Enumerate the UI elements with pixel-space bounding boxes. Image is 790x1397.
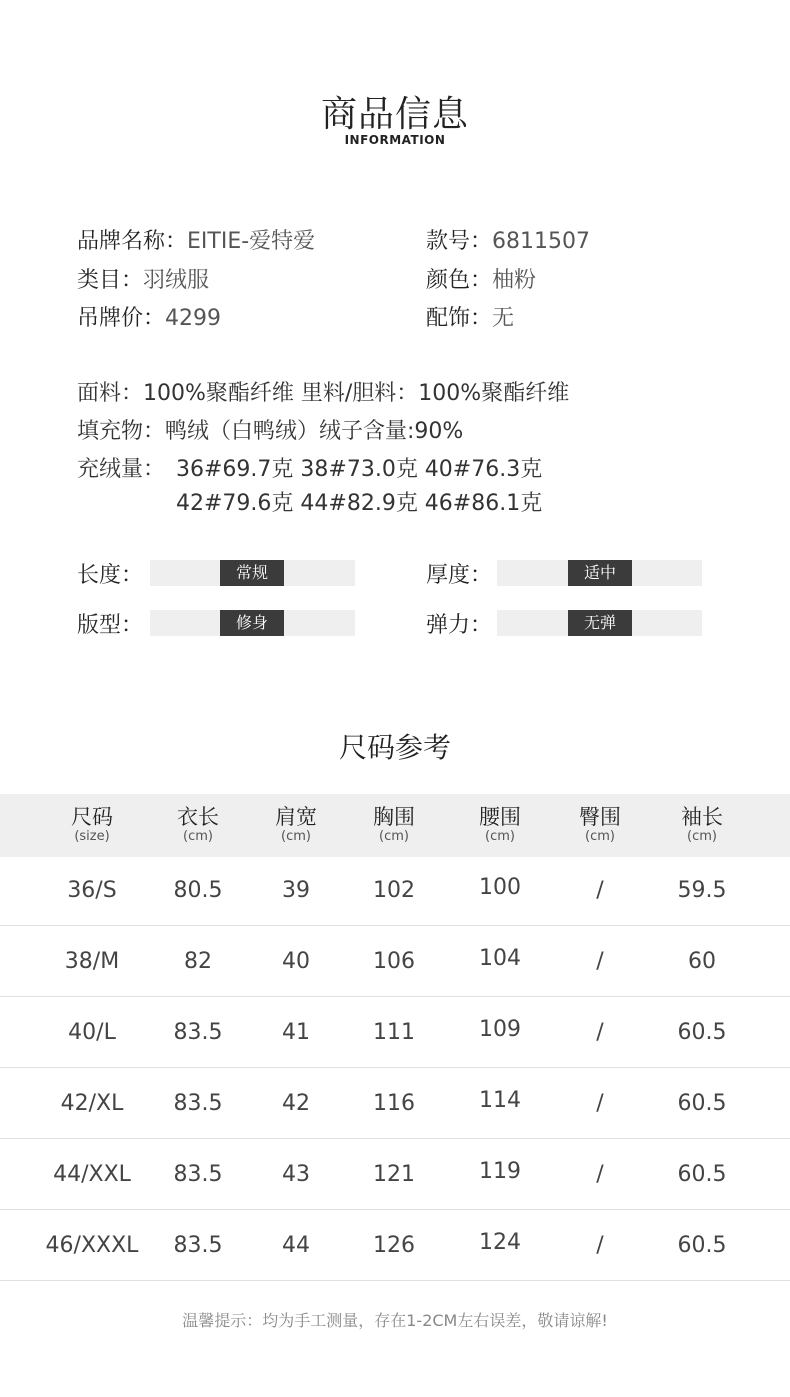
shoulder-cell: 43 (282, 1162, 310, 1187)
size-cell: 44/XXL (53, 1162, 131, 1187)
length-pill: 常规 (220, 560, 284, 586)
page-title: 商品信息 (320, 94, 469, 135)
thickness-pill: 适中 (568, 560, 632, 586)
header-label: 臀围 (579, 805, 621, 829)
header-label: 肩宽 (275, 805, 317, 829)
sleeve-cell: 60 (688, 949, 716, 974)
table-row (0, 1209, 790, 1281)
hip-cell: / (596, 1162, 604, 1187)
chest-cell: 102 (373, 878, 415, 903)
sleeve-cell: 60.5 (677, 1233, 727, 1258)
sleeve-cell: 60.5 (677, 1020, 727, 1045)
header-cell-chest (373, 804, 415, 844)
brand-value: EITIE-爱特爱 (187, 229, 316, 254)
waist-cell: 114 (479, 1088, 521, 1113)
table-row (0, 996, 790, 1068)
chest-cell: 121 (373, 1162, 415, 1187)
header-cell-waist (479, 804, 521, 844)
header-unit: (cm) (687, 829, 717, 844)
size-cell: 38/M (64, 949, 120, 974)
length-cell: 80.5 (173, 878, 223, 903)
accessory-value: 无 (492, 306, 515, 331)
length-cell: 82 (184, 949, 212, 974)
fill-amount-line-2: 42#79.6克 44#82.9克 46#86.1克 (176, 491, 543, 516)
brand-row (77, 224, 315, 255)
chest-cell: 111 (373, 1020, 415, 1045)
table-row (0, 854, 790, 926)
waist-cell: 119 (479, 1159, 521, 1184)
waist-cell: 124 (479, 1230, 521, 1255)
header-cell-shoulder (275, 804, 317, 844)
shoulder-cell: 42 (282, 1091, 310, 1116)
elasticity-bar (497, 610, 702, 636)
size-cell: 46/XXXL (45, 1233, 139, 1258)
waist-cell: 100 (479, 875, 521, 900)
brand-label: 品牌名称： (77, 229, 188, 254)
shoulder-cell: 44 (282, 1233, 310, 1258)
hip-cell: / (596, 949, 604, 974)
header-unit: (cm) (485, 829, 515, 844)
style-label: 款号： (426, 229, 493, 254)
header-unit: (cm) (379, 829, 409, 844)
header-unit: (cm) (281, 829, 311, 844)
header-label: 衣长 (177, 805, 219, 829)
chest-cell: 116 (373, 1091, 415, 1116)
hip-cell: / (596, 1020, 604, 1045)
fill-amount-label: 充绒量： (77, 457, 166, 482)
hip-cell: / (596, 1233, 604, 1258)
fit-label: 版型： (77, 613, 144, 638)
table-row (0, 1067, 790, 1139)
elasticity-label: 弹力： (426, 613, 493, 638)
header-label: 腰围 (479, 805, 521, 829)
accessory-row (426, 301, 514, 332)
category-label: 类目： (77, 268, 144, 293)
style-row (426, 224, 590, 255)
length-cell: 83.5 (173, 1091, 223, 1116)
fill-amount-line-1: 36#69.7克 38#73.0克 40#76.3克 (176, 457, 543, 482)
size-cell: 42/XL (60, 1091, 124, 1116)
header-unit: (cm) (585, 829, 615, 844)
header-cell-size (71, 804, 113, 844)
fit-bar (150, 610, 355, 636)
page-subtitle: INFORMATION (344, 133, 446, 147)
color-value: 柚粉 (492, 268, 537, 293)
price-value: 4299 (165, 306, 222, 331)
size-table-header (0, 794, 790, 857)
header-cell-length (177, 804, 219, 844)
color-label: 颜色： (426, 268, 493, 293)
length-label: 长度： (77, 563, 144, 588)
size-chart-title: 尺码参考 (338, 731, 451, 764)
header-label: 尺码 (71, 805, 113, 829)
thickness-bar (497, 560, 702, 586)
header-label: 袖长 (681, 805, 723, 829)
chest-cell: 106 (373, 949, 415, 974)
shoulder-cell: 40 (282, 949, 310, 974)
header-label: 胸围 (373, 805, 415, 829)
sleeve-cell: 60.5 (677, 1091, 727, 1116)
price-label: 吊牌价： (77, 306, 166, 331)
fit-pill: 修身 (220, 610, 284, 636)
size-cell: 36/S (67, 878, 117, 903)
style-value: 6811507 (492, 229, 590, 254)
size-cell: 40/L (68, 1020, 116, 1045)
shoulder-cell: 41 (282, 1020, 310, 1045)
elasticity-pill: 无弹 (568, 610, 632, 636)
length-cell: 83.5 (173, 1233, 223, 1258)
filling-text: 填充物：鸭绒（白鸭绒）绒子含量:90% (77, 419, 464, 444)
chest-cell: 126 (373, 1233, 415, 1258)
hip-cell: / (596, 1091, 604, 1116)
table-row (0, 925, 790, 997)
waist-cell: 109 (479, 1017, 521, 1042)
sleeve-cell: 59.5 (677, 878, 727, 903)
category-value: 羽绒服 (143, 268, 210, 293)
table-row (0, 1138, 790, 1210)
thickness-label: 厚度： (426, 563, 493, 588)
header-cell-sleeve (681, 804, 723, 844)
header-unit: (cm) (183, 829, 213, 844)
accessory-label: 配饰： (426, 306, 493, 331)
header-unit: (size) (74, 829, 110, 844)
fabric-text: 面料：100%聚酯纤维 里料/胆料：100%聚酯纤维 (77, 381, 570, 406)
header-cell-hip (579, 804, 621, 844)
length-cell: 83.5 (173, 1162, 223, 1187)
color-row (426, 263, 536, 294)
shoulder-cell: 39 (282, 878, 310, 903)
category-row (77, 263, 209, 294)
price-row (77, 301, 221, 332)
sleeve-cell: 60.5 (677, 1162, 727, 1187)
length-cell: 83.5 (173, 1020, 223, 1045)
waist-cell: 104 (479, 946, 521, 971)
length-bar (150, 560, 355, 586)
footnote: 温馨提示：均为手工测量，存在1-2CM左右误差，敬请谅解! (182, 1311, 608, 1330)
hip-cell: / (596, 878, 604, 903)
